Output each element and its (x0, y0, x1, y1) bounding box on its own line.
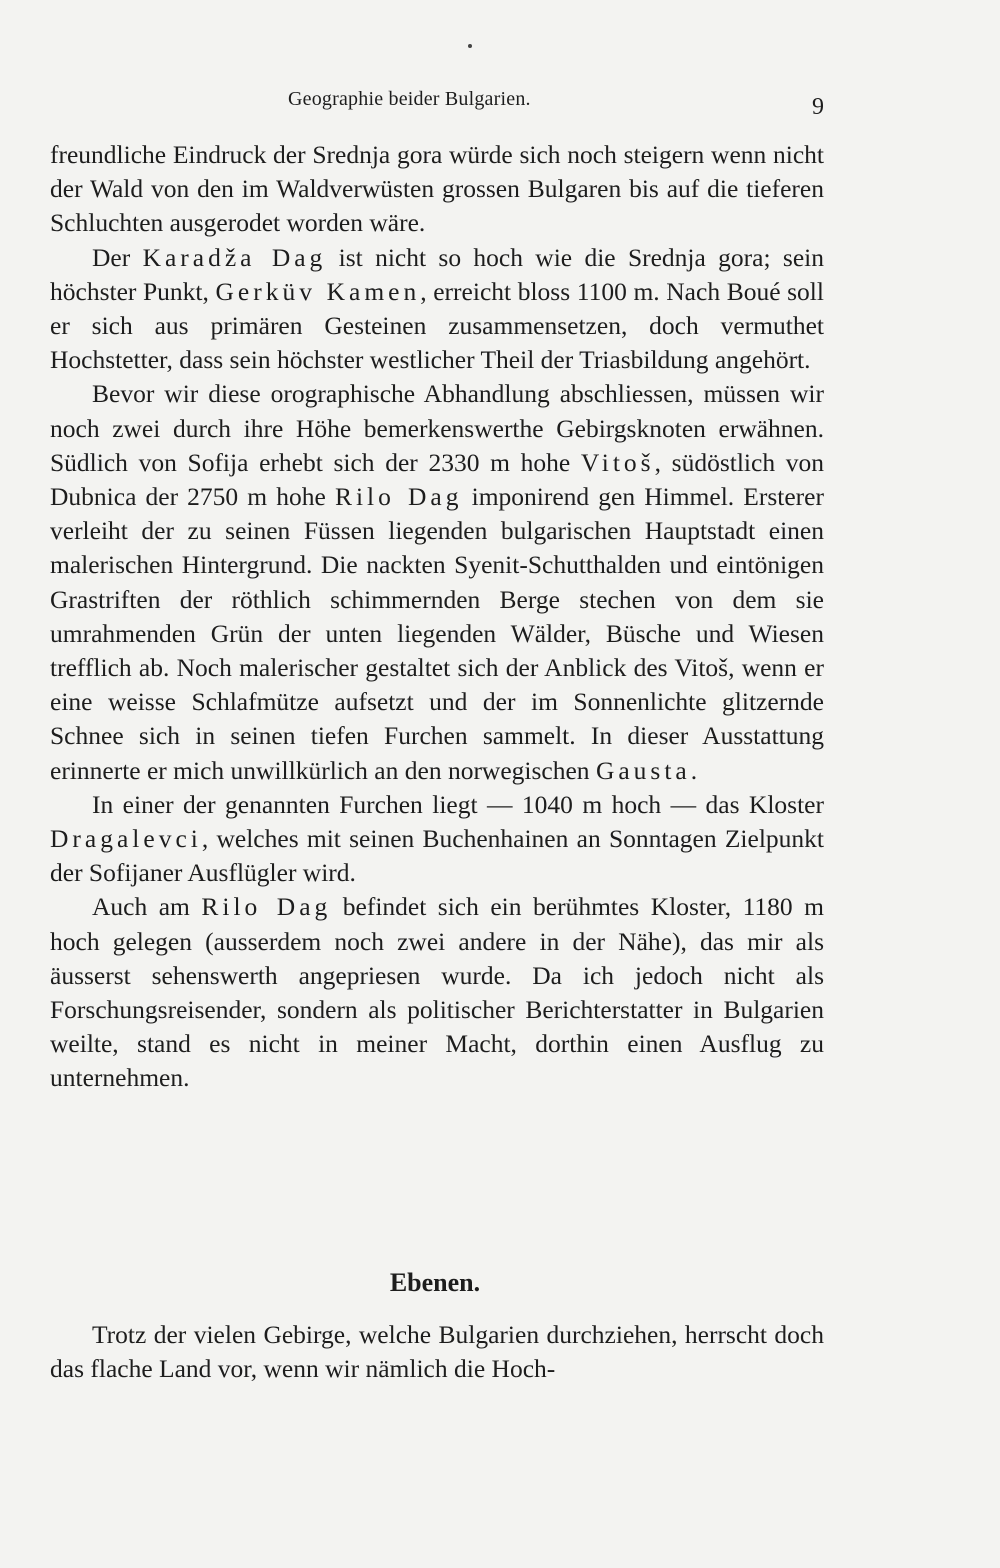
paragraph: Trotz der vielen Gebirge, welche Bulgarien durchziehen, herrscht doch das flache Land vor, wenn wir nämlich die Hoch- (50, 1320, 824, 1384)
print-speck (468, 44, 472, 48)
section-heading: Ebenen. (389, 1268, 481, 1297)
spaced-name: Gerküv Kamen (215, 276, 421, 306)
paragraph (50, 788, 824, 891)
main-text (50, 138, 824, 1096)
text-run: , welches mit seinen Buchenhainen an Sonntagen Zielpunkt der Sofijaner Ausflügler wird. (50, 824, 824, 888)
spaced-name: Rilo Dag (334, 482, 463, 512)
spaced-name: Vitoš (580, 447, 655, 477)
text-run: Der (92, 242, 143, 272)
text-run: . (690, 755, 698, 785)
spaced-name: Karadža Dag (142, 242, 327, 272)
text-run: Bevor wir diese orographische Abhandlung abschliessen, müssen wir noch zwei durch ihre Höhe bemerkenswerthe Gebirgsknoten erwähnen. Südlich von Sofija erhebt sich der 2330 m hohe (50, 379, 824, 477)
text-run: freundliche Eindruck der Srednja gora würde sich noch steigern wenn nicht der Wald von den im Waldverwüsten grossen Bulgaren bis auf die tieferen Schluchten ausgerodet worden wäre. (50, 140, 824, 238)
text-run: , südöstlich von Dubnica der 2750 m hohe (50, 447, 824, 512)
running-title: Geographie beider Bulgarien. (288, 88, 531, 110)
section-text (50, 1318, 824, 1386)
spaced-name: Rilo Dag (201, 892, 332, 922)
text-run: , erreicht bloss 1100 m. Nach Boué soll er sich aus primären Gesteinen zusammensetzen, doch vermuthet Hochstetter, dass sein höchster westlicher Theil der Triasbildung angehört. (50, 276, 824, 375)
page-number: 9 (812, 94, 824, 120)
paragraph (50, 241, 824, 378)
text-run: imponirend gen Himmel. Ersterer verleiht der zu seinen Füssen liegenden bulgarischen Hauptstadt einen malerischen Hintergrund. Die nackten Syenit-Schutthalden und eintönigen Grastriften der röthlich schimmernden Berge stechen von dem sie umrahmenden Grün der unten liegenden Wälder, Büsche und Wiesen trefflich ab. Noch malerischer gestaltet sich der Anblick des Vitoš, wenn er eine weisse Schlafmütze aufsetzt und der im Sonnenlichte glitzernde Schnee sich in seinen tiefen Furchen sammelt. In dieser Ausstattung erinnerte er mich unwillkürlich an den norwegischen (50, 482, 824, 785)
text-run: Auch am (92, 892, 202, 922)
spaced-name: Dragalevci (50, 824, 202, 854)
text-run: In einer der genannten Furchen liegt — 1040 m hoch — das Kloster (92, 789, 824, 819)
text-run: ist nicht so hoch wie die Srednja gora; sein höchster Punkt, (50, 242, 824, 306)
paragraph (50, 138, 824, 241)
paragraph (50, 890, 824, 1095)
paragraph (50, 377, 824, 787)
spaced-name: Gausta (595, 755, 691, 785)
text-run: befindet sich ein berühmtes Kloster, 1180 m hoch gelegen (ausserdem noch zwei andere in der Nähe), das mir als äusserst sehenswerth angepriesen wurde. Da ich jedoch nicht als Forschungsreisender, sondern als politischer Berichterstatter in Bulgarien weilte, stand es nicht in meiner Macht, dorthin einen Ausflug zu unternehmen. (50, 892, 825, 1093)
